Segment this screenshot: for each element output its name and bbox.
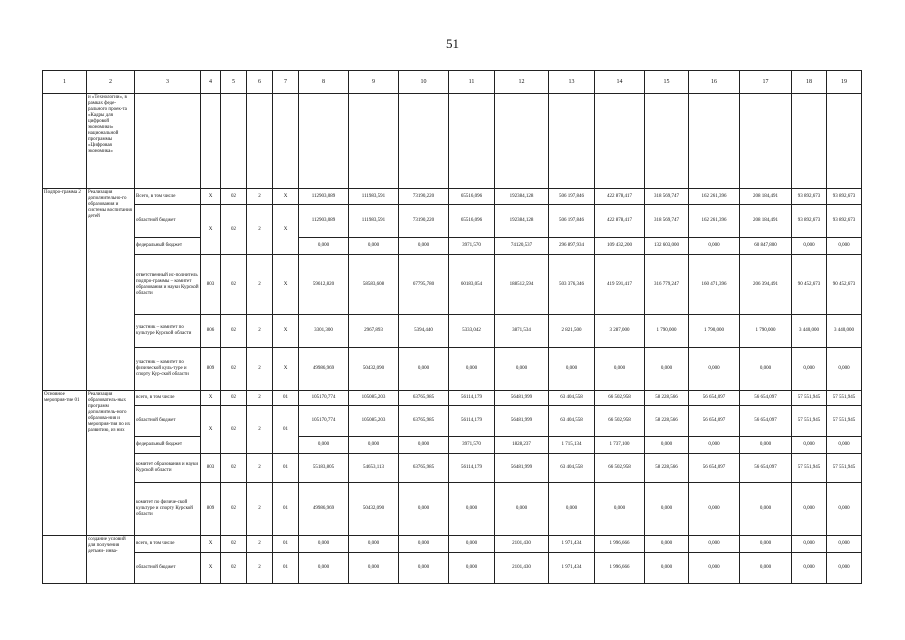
- table-row: [43, 189, 862, 205]
- source-cell: [135, 94, 201, 189]
- source-cell: комитет по физиче-ской культуре и спорту Курской области: [135, 483, 201, 536]
- source-cell: комитет образования и науки Курской области: [135, 454, 201, 483]
- budget-table: [42, 70, 862, 584]
- value-cell: 0,000: [689, 437, 740, 454]
- value-cell: 56 654,097: [740, 454, 792, 483]
- value-cell: 59612,820: [299, 255, 349, 315]
- value-cell: 73190,220: [399, 205, 449, 238]
- col-header: 10: [399, 71, 449, 94]
- value-cell: 318 569,747: [645, 189, 689, 205]
- value-cell: 1 971,434: [549, 553, 595, 584]
- value-cell: 60 847,800: [740, 238, 792, 255]
- table-row: [43, 255, 862, 315]
- table-row: [43, 406, 862, 437]
- value-cell: 0,000: [645, 437, 689, 454]
- value-cell: 1828,237: [495, 437, 549, 454]
- code-cell: 2: [247, 454, 273, 483]
- value-cell: 67795,780: [399, 255, 449, 315]
- col-header: 11: [449, 71, 495, 94]
- value-cell: 192384,128: [495, 189, 549, 205]
- value-cell: 192384,128: [495, 205, 549, 238]
- value-cell: 0,000: [689, 536, 740, 553]
- status-cell: [43, 536, 87, 584]
- value-cell: 3971,570: [449, 238, 495, 255]
- col-header: 15: [645, 71, 689, 94]
- code-cell: 02: [221, 189, 247, 205]
- col-header: 8: [299, 71, 349, 94]
- value-cell: 0,000: [645, 483, 689, 536]
- value-cell: 0,000: [595, 348, 645, 391]
- code-cell: Х: [273, 315, 299, 348]
- value-cell: 63765,985: [399, 406, 449, 437]
- value-cell: 0,000: [827, 437, 862, 454]
- value-cell: 56 654,097: [740, 406, 792, 437]
- value-cell: 0,000: [645, 536, 689, 553]
- value-cell: 1 996,666: [595, 536, 645, 553]
- table-row: [43, 454, 862, 483]
- col-header: 2: [87, 71, 135, 94]
- value-cell: 0,000: [399, 238, 449, 255]
- value-cell: 57 551,945: [827, 454, 862, 483]
- code-cell: 803: [201, 454, 221, 483]
- value-cell: 0,000: [827, 483, 862, 536]
- value-cell: 0,000: [827, 348, 862, 391]
- code-cell: 02: [221, 315, 247, 348]
- value-cell: 73190,220: [399, 189, 449, 205]
- table-row: [43, 238, 862, 255]
- value-cell: 63 404,558: [549, 454, 595, 483]
- value-cell: 57 551,945: [827, 406, 862, 437]
- code-cell: 02: [221, 536, 247, 553]
- value-cell: 0,000: [449, 348, 495, 391]
- code-cell: 2: [247, 553, 273, 584]
- value-cell: 162 261,396: [689, 205, 740, 238]
- value-cell: 0,000: [299, 553, 349, 584]
- col-header: 4: [201, 71, 221, 94]
- value-cell: 422 878,417: [595, 205, 645, 238]
- value-cell: 160 471,396: [689, 255, 740, 315]
- value-cell: 0,000: [299, 437, 349, 454]
- source-cell: Всего, в том числе: [135, 189, 201, 205]
- header-row: [43, 71, 862, 94]
- code-cell: 02: [221, 454, 247, 483]
- value-cell: 63 404,558: [549, 391, 595, 406]
- value-cell: 0,000: [299, 238, 349, 255]
- status-cell: [43, 94, 87, 189]
- value-cell: 0,000: [792, 483, 827, 536]
- value-cell: 0,000: [740, 348, 792, 391]
- value-cell: 0,000: [399, 536, 449, 553]
- code-cell: 02: [221, 348, 247, 391]
- value-cell: 65516,096: [449, 189, 495, 205]
- value-cell: 422 878,417: [595, 189, 645, 205]
- value-cell: 0,000: [299, 536, 349, 553]
- value-cell: 0,000: [349, 536, 399, 553]
- name-cell: Реализация образователь-ных программ дополнитель-ного образова-ния и мероприя-тия по их развитию, из них: [87, 391, 135, 536]
- value-cell: 3 287,000: [595, 315, 645, 348]
- value-cell: 0,000: [449, 553, 495, 584]
- value-cell: 0,000: [549, 483, 595, 536]
- value-cell: 3301,300: [299, 315, 349, 348]
- value-cell: 0,000: [449, 483, 495, 536]
- value-cell: 2967,893: [349, 315, 399, 348]
- value-cell: 0,000: [449, 536, 495, 553]
- code-cell: Х: [201, 391, 221, 406]
- value-cell: 0,000: [792, 536, 827, 553]
- col-header: 19: [827, 71, 862, 94]
- code-cell: Х: [201, 406, 221, 454]
- code-cell: Х: [273, 205, 299, 255]
- value-cell: 90 452,673: [827, 255, 862, 315]
- value-cell: 111983,591: [349, 189, 399, 205]
- value-cell: 56 654,097: [740, 391, 792, 406]
- source-cell: участник – комитет по физической куль-туре и спорту Кур-ской области: [135, 348, 201, 391]
- value-cell: 63765,985: [399, 391, 449, 406]
- value-cell: 109 432,200: [595, 238, 645, 255]
- name-cell: создание условий для получения детьми- инва-: [87, 536, 135, 584]
- value-cell: 0,000: [740, 553, 792, 584]
- code-cell: 01: [273, 483, 299, 536]
- table-row: [43, 315, 862, 348]
- value-cell: 0,000: [827, 238, 862, 255]
- value-cell: 0,000: [740, 437, 792, 454]
- code-cell: 01: [273, 454, 299, 483]
- code-cell: 2: [247, 348, 273, 391]
- code-cell: 2: [247, 189, 273, 205]
- value-cell: 58583,608: [349, 255, 399, 315]
- table-row: [43, 437, 862, 454]
- value-cell: 206 394,491: [740, 255, 792, 315]
- code-cell: 2: [247, 255, 273, 315]
- value-cell: 0,000: [399, 437, 449, 454]
- table-row: [43, 94, 862, 189]
- col-header: 5: [221, 71, 247, 94]
- value-cell: 1 971,434: [549, 536, 595, 553]
- col-header: 3: [135, 71, 201, 94]
- value-cell: 56 654,097: [689, 454, 740, 483]
- value-cell: 2101,430: [495, 553, 549, 584]
- value-cell: 316 779,247: [645, 255, 689, 315]
- code-cell: 2: [247, 536, 273, 553]
- value-cell: 66 502,958: [595, 391, 645, 406]
- value-cell: 112903,089: [299, 189, 349, 205]
- value-cell: 1 737,100: [595, 437, 645, 454]
- code-cell: Х: [201, 536, 221, 553]
- value-cell: 208 184,491: [740, 205, 792, 238]
- source-cell: областной бюджет: [135, 553, 201, 584]
- value-cell: 0,000: [792, 553, 827, 584]
- status-cell: Подпро-грамма 2: [43, 189, 87, 391]
- value-cell: 0,000: [689, 348, 740, 391]
- value-cell: 0,000: [792, 238, 827, 255]
- code-cell: 01: [273, 536, 299, 553]
- value-cell: 57 551,945: [827, 391, 862, 406]
- code-cell: 2: [247, 406, 273, 454]
- table-row: [43, 391, 862, 406]
- value-cell: 58 228,566: [645, 391, 689, 406]
- col-header: 7: [273, 71, 299, 94]
- col-header: 14: [595, 71, 645, 94]
- value-cell: 0,000: [349, 238, 399, 255]
- code-cell: 01: [273, 391, 299, 406]
- source-cell: федеральный бюджет: [135, 437, 201, 454]
- col-header: 12: [495, 71, 549, 94]
- value-cell: 56481,999: [495, 406, 549, 437]
- value-cell: 0,000: [689, 238, 740, 255]
- source-cell: участник – комитет по культуре Курской области: [135, 315, 201, 348]
- value-cell: 0,000: [495, 483, 549, 536]
- value-cell: 105170,774: [299, 391, 349, 406]
- value-cell: 0,000: [740, 536, 792, 553]
- table-row: [43, 348, 862, 391]
- value-cell: 90 452,673: [792, 255, 827, 315]
- col-header: 16: [689, 71, 740, 94]
- name-cell: и «Технологии», в рамках феде-рального проек-та «Кадры для цифровой экономики» национальной программы «Цифровая экономика»: [87, 94, 135, 189]
- code-cell: Х: [201, 205, 221, 255]
- value-cell: 0,000: [399, 348, 449, 391]
- table-row: [43, 483, 862, 536]
- table-row: [43, 536, 862, 553]
- code-cell: 02: [221, 483, 247, 536]
- col-header: 17: [740, 71, 792, 94]
- code-cell: 02: [221, 205, 247, 255]
- value-cell: 2101,430: [495, 536, 549, 553]
- code-cell: 803: [201, 255, 221, 315]
- code-cell: Х: [201, 553, 221, 584]
- value-cell: 57 551,945: [792, 406, 827, 437]
- table-row: [43, 205, 862, 238]
- status-cell: Основное мероприя-тие 01: [43, 391, 87, 536]
- value-cell: 111983,591: [349, 205, 399, 238]
- value-cell: 0,000: [689, 483, 740, 536]
- source-cell: федеральный бюджет: [135, 238, 201, 255]
- value-cell: 503 376,346: [549, 255, 595, 315]
- value-cell: 56481,999: [495, 454, 549, 483]
- col-header: 13: [549, 71, 595, 94]
- code-cell: 01: [273, 406, 299, 454]
- value-cell: 132 603,000: [645, 238, 689, 255]
- value-cell: 3971,570: [449, 437, 495, 454]
- value-cell: 0,000: [740, 483, 792, 536]
- value-cell: 49986,969: [299, 483, 349, 536]
- value-cell: 0,000: [827, 553, 862, 584]
- value-cell: 56114,179: [449, 391, 495, 406]
- value-cell: 162 261,396: [689, 189, 740, 205]
- value-cell: 74120,537: [495, 238, 549, 255]
- source-cell: всего, в том числе: [135, 391, 201, 406]
- value-cell: 105085,203: [349, 391, 399, 406]
- code-cell: 02: [221, 406, 247, 454]
- col-header: 1: [43, 71, 87, 94]
- source-cell: областной бюджет: [135, 205, 201, 238]
- value-cell: 0,000: [645, 348, 689, 391]
- value-cell: 56 654,097: [689, 406, 740, 437]
- value-cell: 5333,042: [449, 315, 495, 348]
- code-cell: 02: [221, 255, 247, 315]
- value-cell: 0,000: [645, 553, 689, 584]
- code-cell: 809: [201, 483, 221, 536]
- value-cell: 1 715,134: [549, 437, 595, 454]
- code-cell: 02: [221, 391, 247, 406]
- value-cell: 419 591,417: [595, 255, 645, 315]
- value-cell: 105085,203: [349, 406, 399, 437]
- value-cell: 0,000: [349, 553, 399, 584]
- value-cell: 0,000: [495, 348, 549, 391]
- value-cell: 2 821,500: [549, 315, 595, 348]
- code-cell: Х: [273, 255, 299, 315]
- code-cell: 806: [201, 315, 221, 348]
- value-cell: 54653,113: [349, 454, 399, 483]
- value-cell: 0,000: [792, 348, 827, 391]
- value-cell: 0,000: [399, 553, 449, 584]
- col-header: 6: [247, 71, 273, 94]
- value-cell: 60183,054: [449, 255, 495, 315]
- value-cell: 0,000: [349, 437, 399, 454]
- code-cell: 809: [201, 348, 221, 391]
- code-cell: 2: [247, 205, 273, 255]
- value-cell: 56114,179: [449, 406, 495, 437]
- value-cell: 58 228,566: [645, 454, 689, 483]
- value-cell: 112903,089: [299, 205, 349, 238]
- code-cell: Х: [273, 189, 299, 205]
- value-cell: 93 892,673: [792, 205, 827, 238]
- value-cell: 49986,969: [299, 348, 349, 391]
- page-number: 51: [446, 36, 459, 51]
- value-cell: 65516,096: [449, 205, 495, 238]
- source-cell: всего, в том числе: [135, 536, 201, 553]
- value-cell: 1 790,000: [689, 315, 740, 348]
- code-cell: 01: [273, 553, 299, 584]
- value-cell: 93 892,673: [792, 189, 827, 205]
- value-cell: 56481,999: [495, 391, 549, 406]
- value-cell: 208 184,491: [740, 189, 792, 205]
- value-cell: 58 228,566: [645, 406, 689, 437]
- value-cell: 66 502,958: [595, 406, 645, 437]
- value-cell: 3 440,000: [792, 315, 827, 348]
- value-cell: 3 440,000: [827, 315, 862, 348]
- value-cell: 0,000: [595, 483, 645, 536]
- value-cell: 57 551,945: [792, 454, 827, 483]
- code-cell: 2: [247, 315, 273, 348]
- value-cell: 63765,985: [399, 454, 449, 483]
- col-header: 9: [349, 71, 399, 94]
- col-header: 18: [792, 71, 827, 94]
- value-cell: 0,000: [792, 437, 827, 454]
- source-cell: областной бюджет: [135, 406, 201, 437]
- value-cell: 5394,440: [399, 315, 449, 348]
- value-cell: 0,000: [827, 536, 862, 553]
- value-cell: 188512,594: [495, 255, 549, 315]
- table-row: [43, 553, 862, 584]
- value-cell: 506 197,846: [549, 205, 595, 238]
- value-cell: 56114,179: [449, 454, 495, 483]
- value-cell: 57 551,945: [792, 391, 827, 406]
- value-cell: 296 897,934: [549, 238, 595, 255]
- value-cell: 50432,090: [349, 348, 399, 391]
- value-cell: 1 790,000: [740, 315, 792, 348]
- code-cell: Х: [201, 189, 221, 205]
- code-cell: 02: [221, 553, 247, 584]
- value-cell: 506 197,846: [549, 189, 595, 205]
- value-cell: 63 404,558: [549, 406, 595, 437]
- value-cell: 50432,090: [349, 483, 399, 536]
- code-cell: 2: [247, 391, 273, 406]
- value-cell: 56 654,097: [689, 391, 740, 406]
- code-cell: 2: [247, 483, 273, 536]
- table-body: [43, 94, 862, 584]
- value-cell: 93 892,673: [827, 189, 862, 205]
- value-cell: 1 790,000: [645, 315, 689, 348]
- value-cell: 93 892,673: [827, 205, 862, 238]
- value-cell: 55183,805: [299, 454, 349, 483]
- source-cell: ответственный ис-полнитель подпро-граммы – комитет образования и науки Курской области: [135, 255, 201, 315]
- value-cell: 66 502,958: [595, 454, 645, 483]
- name-cell: Реализация дополнительно-го образования и системы воспитания детей: [87, 189, 135, 391]
- value-cell: 105170,774: [299, 406, 349, 437]
- value-cell: 0,000: [399, 483, 449, 536]
- value-cell: 3871,534: [495, 315, 549, 348]
- code-cell: Х: [273, 348, 299, 391]
- value-cell: 0,000: [689, 553, 740, 584]
- value-cell: 0,000: [549, 348, 595, 391]
- value-cell: 1 996,666: [595, 553, 645, 584]
- value-cell: 318 569,747: [645, 205, 689, 238]
